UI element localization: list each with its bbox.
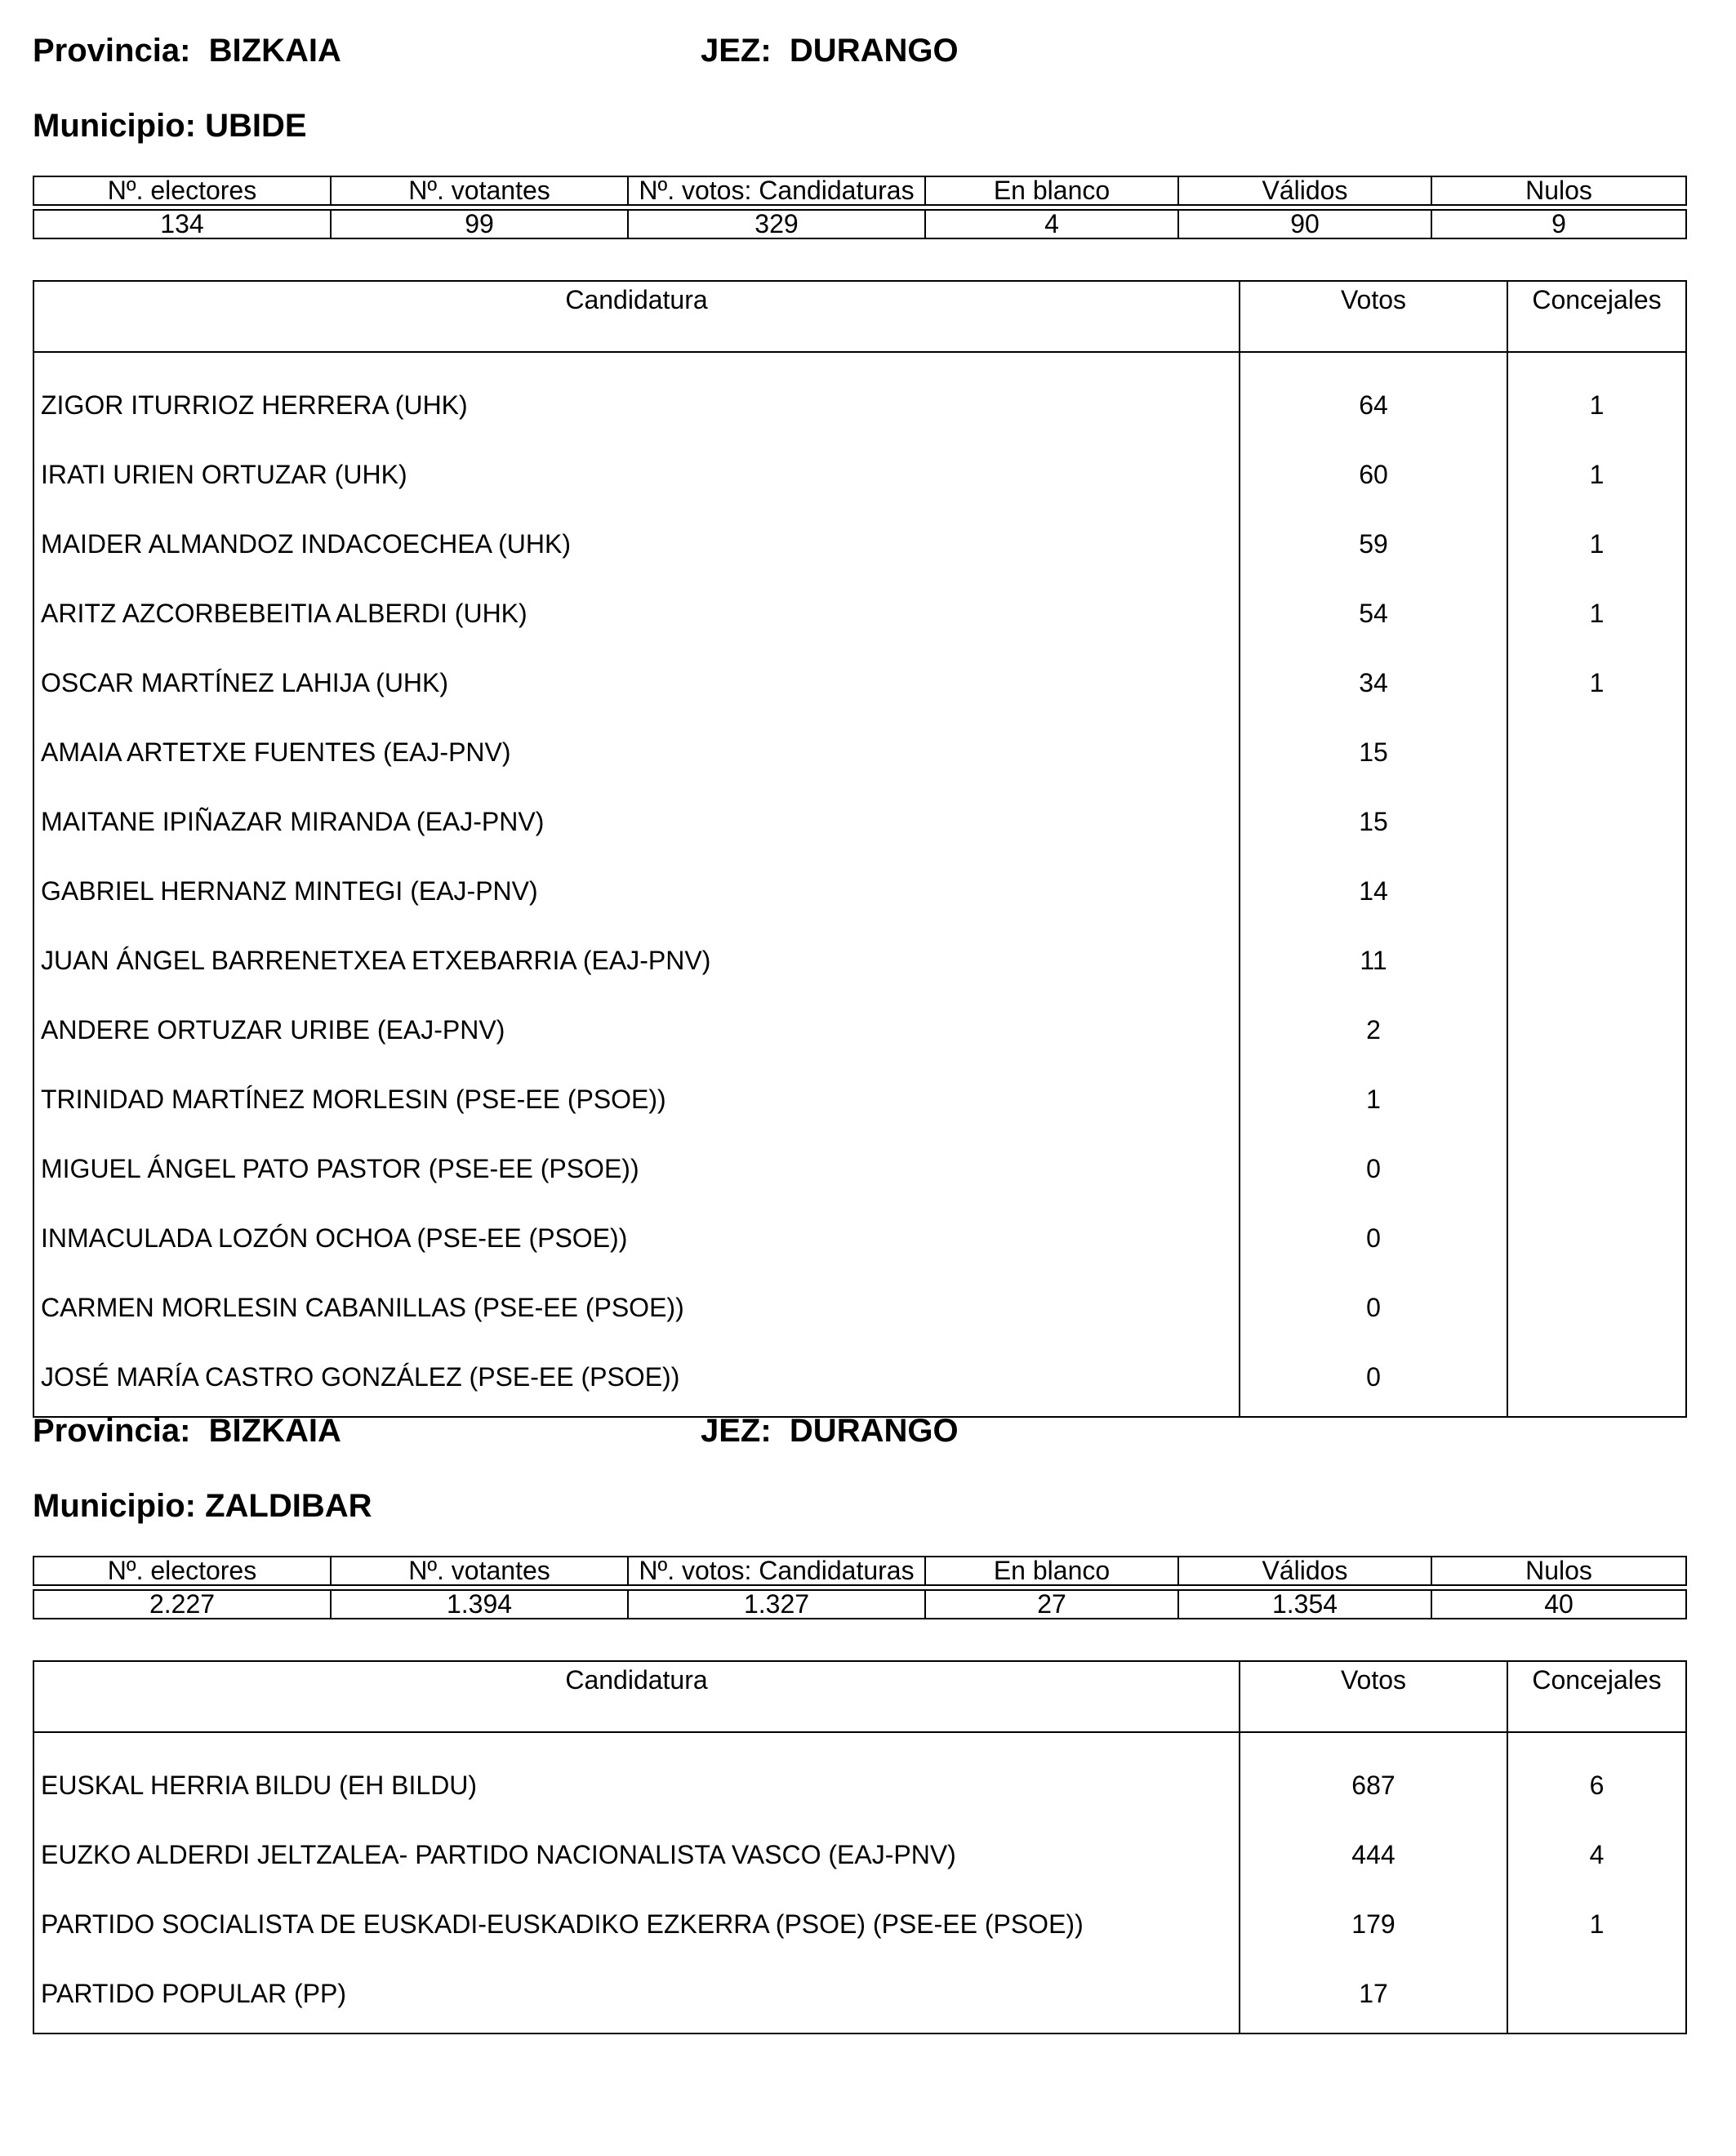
summary-value-cell: 9 xyxy=(1431,210,1686,238)
summary-value-row xyxy=(33,1590,1686,1619)
municipio-label: Municipio: xyxy=(33,108,196,144)
votos-cell: 0 xyxy=(1240,1204,1507,1273)
results-table xyxy=(33,1660,1687,2034)
candidatura-cell: JOSÉ MARÍA CASTRO GONZÁLEZ (PSE-EE (PSOE)) xyxy=(33,1343,1240,1417)
provincia-value: BIZKAIA xyxy=(208,33,341,69)
candidatura-cell: EUZKO ALDERDI JELTZALEA- PARTIDO NACIONALISTA VASCO (EAJ-PNV) xyxy=(33,1820,1240,1890)
provincia-header xyxy=(33,31,341,70)
table-row xyxy=(33,1890,1686,1959)
summary-header-cell: Nº. votos: Candidaturas xyxy=(628,176,925,205)
candidatura-cell: GABRIEL HERNANZ MINTEGI (EAJ-PNV) xyxy=(33,857,1240,926)
provincia-header xyxy=(33,1411,341,1450)
candidatura-cell: EUSKAL HERRIA BILDU (EH BILDU) xyxy=(33,1751,1240,1820)
concejales-cell xyxy=(1507,1959,1686,2034)
votos-cell: 1 xyxy=(1240,1065,1507,1134)
jez-value: DURANGO xyxy=(789,33,959,69)
table-row xyxy=(33,1134,1686,1204)
candidatura-cell: INMACULADA LOZÓN OCHOA (PSE-EE (PSOE)) xyxy=(33,1204,1240,1273)
concejales-cell xyxy=(1507,996,1686,1065)
summary-value-cell: 134 xyxy=(33,210,331,238)
votos-cell: 15 xyxy=(1240,718,1507,787)
candidatura-cell: PARTIDO SOCIALISTA DE EUSKADI-EUSKADIKO EZKERRA (PSOE) (PSE-EE (PSOE)) xyxy=(33,1890,1240,1959)
summary-header-cell: Válidos xyxy=(1178,176,1431,205)
summary-header-cell: Válidos xyxy=(1178,1557,1431,1585)
jez-header xyxy=(701,31,959,70)
concejales-cell xyxy=(1507,1134,1686,1204)
summary-header-row xyxy=(33,1557,1686,1585)
votos-cell: 59 xyxy=(1240,510,1507,579)
summary-header-cell: Nº. electores xyxy=(33,1557,331,1585)
table-row xyxy=(33,926,1686,996)
summary-header-cell: Nº. votantes xyxy=(331,176,628,205)
concejales-cell xyxy=(1507,1065,1686,1134)
votos-cell: 60 xyxy=(1240,440,1507,510)
candidatura-cell: MAITANE IPIÑAZAR MIRANDA (EAJ-PNV) xyxy=(33,787,1240,857)
concejales-cell: 4 xyxy=(1507,1820,1686,1890)
summary-header-cell: En blanco xyxy=(925,176,1178,205)
candidatura-cell: ZIGOR ITURRIOZ HERRERA (UHK) xyxy=(33,371,1240,440)
summary-header-cell: Nulos xyxy=(1431,1557,1686,1585)
candidatura-cell: MIGUEL ÁNGEL PATO PASTOR (PSE-EE (PSOE)) xyxy=(33,1134,1240,1204)
results-header-row xyxy=(33,1661,1686,1732)
candidatura-cell: ARITZ AZCORBEBEITIA ALBERDI (UHK) xyxy=(33,579,1240,648)
candidatura-cell: ANDERE ORTUZAR URIBE (EAJ-PNV) xyxy=(33,996,1240,1065)
concejales-cell: 1 xyxy=(1507,440,1686,510)
votos-cell: 0 xyxy=(1240,1273,1507,1343)
votos-cell: 11 xyxy=(1240,926,1507,996)
votos-cell: 64 xyxy=(1240,371,1507,440)
table-row xyxy=(33,510,1686,579)
concejales-cell xyxy=(1507,926,1686,996)
votos-cell: 34 xyxy=(1240,648,1507,718)
results-header-votos: Votos xyxy=(1240,1661,1507,1732)
jez-value: DURANGO xyxy=(789,1413,959,1449)
summary-value-cell: 1.354 xyxy=(1178,1590,1431,1619)
votos-cell: 54 xyxy=(1240,579,1507,648)
table-row xyxy=(33,857,1686,926)
candidatura-cell: JUAN ÁNGEL BARRENETXEA ETXEBARRIA (EAJ-PNV) xyxy=(33,926,1240,996)
concejales-cell: 1 xyxy=(1507,510,1686,579)
table-row xyxy=(33,440,1686,510)
results-body xyxy=(33,371,1686,1417)
results-header-votos: Votos xyxy=(1240,281,1507,352)
table-row xyxy=(33,579,1686,648)
concejales-cell xyxy=(1507,1273,1686,1343)
table-row xyxy=(33,787,1686,857)
summary-value-cell: 329 xyxy=(628,210,925,238)
results-header-concejales: Concejales xyxy=(1507,281,1686,352)
concejales-cell xyxy=(1507,1343,1686,1417)
summary-table xyxy=(33,1556,1687,1619)
votos-cell: 2 xyxy=(1240,996,1507,1065)
candidatura-cell: PARTIDO POPULAR (PP) xyxy=(33,1959,1240,2034)
provincia-label: Provincia: xyxy=(33,1413,191,1449)
jez-header xyxy=(701,1411,959,1450)
votos-cell: 444 xyxy=(1240,1820,1507,1890)
summary-value-cell: 40 xyxy=(1431,1590,1686,1619)
summary-value-cell: 99 xyxy=(331,210,628,238)
votos-cell: 0 xyxy=(1240,1134,1507,1204)
table-row xyxy=(33,1273,1686,1343)
summary-header-cell: Nº. electores xyxy=(33,176,331,205)
votos-cell: 0 xyxy=(1240,1343,1507,1417)
table-row xyxy=(33,996,1686,1065)
table-row xyxy=(33,1204,1686,1273)
summary-value-cell: 4 xyxy=(925,210,1178,238)
table-row xyxy=(33,1959,1686,2034)
candidatura-cell: AMAIA ARTETXE FUENTES (EAJ-PNV) xyxy=(33,718,1240,787)
summary-header-cell: Nulos xyxy=(1431,176,1686,205)
candidatura-cell: CARMEN MORLESIN CABANILLAS (PSE-EE (PSOE)) xyxy=(33,1273,1240,1343)
table-row xyxy=(33,1820,1686,1890)
summary-header-cell: Nº. votos: Candidaturas xyxy=(628,1557,925,1585)
municipio-value: UBIDE xyxy=(205,108,307,144)
table-row xyxy=(33,1065,1686,1134)
table-row xyxy=(33,1343,1686,1417)
candidatura-cell: OSCAR MARTÍNEZ LAHIJA (UHK) xyxy=(33,648,1240,718)
votos-cell: 15 xyxy=(1240,787,1507,857)
table-row xyxy=(33,1751,1686,1820)
summary-header-cell: Nº. votantes xyxy=(331,1557,628,1585)
concejales-cell: 1 xyxy=(1507,371,1686,440)
concejales-cell xyxy=(1507,718,1686,787)
votos-cell: 17 xyxy=(1240,1959,1507,2034)
concejales-cell: 6 xyxy=(1507,1751,1686,1820)
table-row xyxy=(33,648,1686,718)
provincia-value: BIZKAIA xyxy=(208,1413,341,1449)
concejales-cell: 1 xyxy=(1507,579,1686,648)
table-row xyxy=(33,371,1686,440)
results-header-concejales: Concejales xyxy=(1507,1661,1686,1732)
summary-table xyxy=(33,176,1687,239)
municipio-label: Municipio: xyxy=(33,1488,196,1524)
concejales-cell: 1 xyxy=(1507,648,1686,718)
results-header-candidatura: Candidatura xyxy=(33,281,1240,352)
summary-value-cell: 2.227 xyxy=(33,1590,331,1619)
summary-value-cell: 90 xyxy=(1178,210,1431,238)
municipio-header xyxy=(33,1486,372,1526)
summary-value-row xyxy=(33,210,1686,238)
summary-value-cell: 1.394 xyxy=(331,1590,628,1619)
candidatura-cell: MAIDER ALMANDOZ INDACOECHEA (UHK) xyxy=(33,510,1240,579)
results-table xyxy=(33,280,1687,1418)
votos-cell: 687 xyxy=(1240,1751,1507,1820)
jez-label: JEZ: xyxy=(701,33,772,69)
concejales-cell xyxy=(1507,787,1686,857)
votos-cell: 14 xyxy=(1240,857,1507,926)
concejales-cell xyxy=(1507,857,1686,926)
municipio-value: ZALDIBAR xyxy=(205,1488,372,1524)
municipio-header xyxy=(33,106,307,145)
results-header-candidatura: Candidatura xyxy=(33,1661,1240,1732)
candidatura-cell: IRATI URIEN ORTUZAR (UHK) xyxy=(33,440,1240,510)
candidatura-cell: TRINIDAD MARTÍNEZ MORLESIN (PSE-EE (PSOE)) xyxy=(33,1065,1240,1134)
summary-value-cell: 1.327 xyxy=(628,1590,925,1619)
results-body xyxy=(33,1751,1686,2034)
jez-label: JEZ: xyxy=(701,1413,772,1449)
concejales-cell: 1 xyxy=(1507,1890,1686,1959)
results-header-row xyxy=(33,281,1686,352)
summary-value-cell: 27 xyxy=(925,1590,1178,1619)
votos-cell: 179 xyxy=(1240,1890,1507,1959)
concejales-cell xyxy=(1507,1204,1686,1273)
summary-header-row xyxy=(33,176,1686,205)
provincia-label: Provincia: xyxy=(33,33,191,69)
table-row xyxy=(33,718,1686,787)
summary-header-cell: En blanco xyxy=(925,1557,1178,1585)
